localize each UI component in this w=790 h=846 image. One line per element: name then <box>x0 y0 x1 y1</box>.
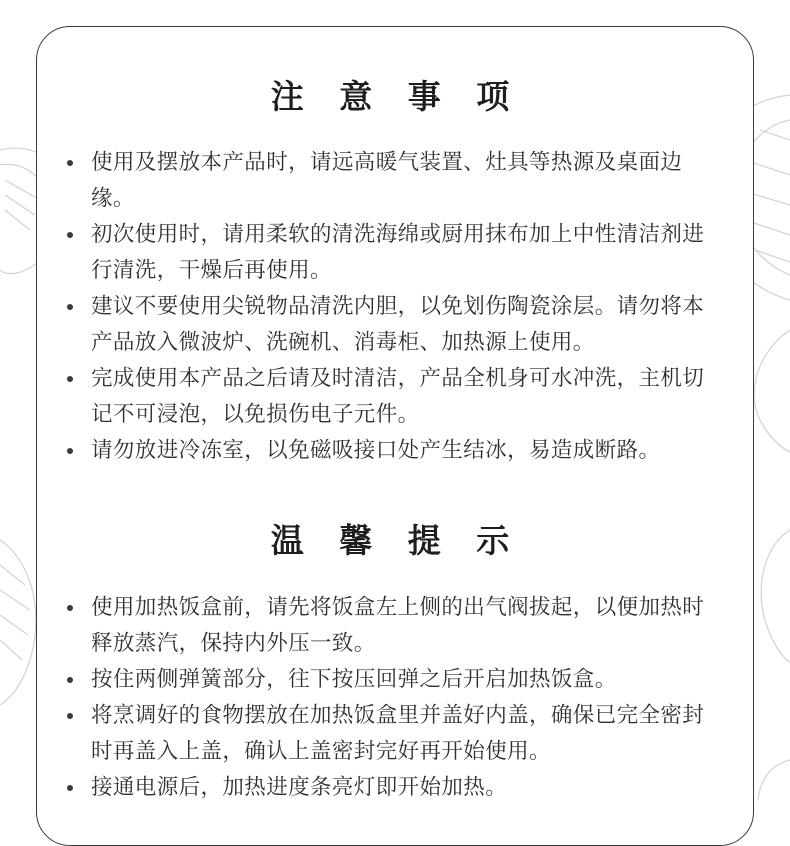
list-item-text: 建议不要使用尖锐物品清洗内胆，以免划伤陶瓷涂层。请勿将本产品放入微波炉、洗碗机、消毒柜、加热源上使用。 <box>91 294 705 355</box>
list-item-text: 接通电源后，加热进度条亮灯即开始加热。 <box>91 775 508 800</box>
list-item-text: 按住两侧弹簧部分，往下按压回弹之后开启加热饭盒。 <box>91 667 617 692</box>
bullet-icon <box>67 785 73 791</box>
list-item-text: 请勿放进冷冻室，以免磁吸接口处产生结冰，易造成断路。 <box>91 438 661 463</box>
list-item <box>37 289 755 361</box>
list-item-text: 将烹调好的食物摆放在加热饭盒里并盖好内盖，确保已完全密封时再盖入上盖，确认上盖密封完好再开始使用。 <box>91 703 705 764</box>
bullet-icon <box>67 448 73 454</box>
precautions-title: 注 意 事 项 <box>270 77 522 116</box>
precautions-list <box>37 145 755 469</box>
list-item <box>37 662 755 698</box>
bullet-icon <box>67 160 73 166</box>
list-item <box>37 145 755 217</box>
list-item-text: 使用加热饭盒前，请先将饭盒左上侧的出气阀拔起，以便加热时释放蒸汽，保持内外压一致。 <box>91 595 705 656</box>
list-item <box>37 433 755 469</box>
tips-list <box>37 590 755 806</box>
bullet-icon <box>67 677 73 683</box>
bullet-icon <box>67 376 73 382</box>
bullet-icon <box>67 605 73 611</box>
list-item <box>37 361 755 433</box>
bullet-icon <box>67 232 73 238</box>
list-item-text: 完成使用本产品之后请及时清洁，产品全机身可水冲洗，主机切记不可浸泡，以免损伤电子元件。 <box>91 366 705 427</box>
list-item <box>37 698 755 770</box>
bullet-icon <box>67 304 73 310</box>
list-item <box>37 217 755 289</box>
content-card <box>36 26 754 846</box>
tips-title: 温 馨 提 示 <box>270 521 522 560</box>
list-item <box>37 590 755 662</box>
list-item-text: 使用及摆放本产品时，请远高暖气装置、灶具等热源及桌面边缘。 <box>91 150 683 211</box>
list-item <box>37 770 755 806</box>
list-item-text: 初次使用时，请用柔软的清洗海绵或厨用抹布加上中性清洁剂进行清洗，干燥后再使用。 <box>91 222 705 283</box>
bullet-icon <box>67 713 73 719</box>
